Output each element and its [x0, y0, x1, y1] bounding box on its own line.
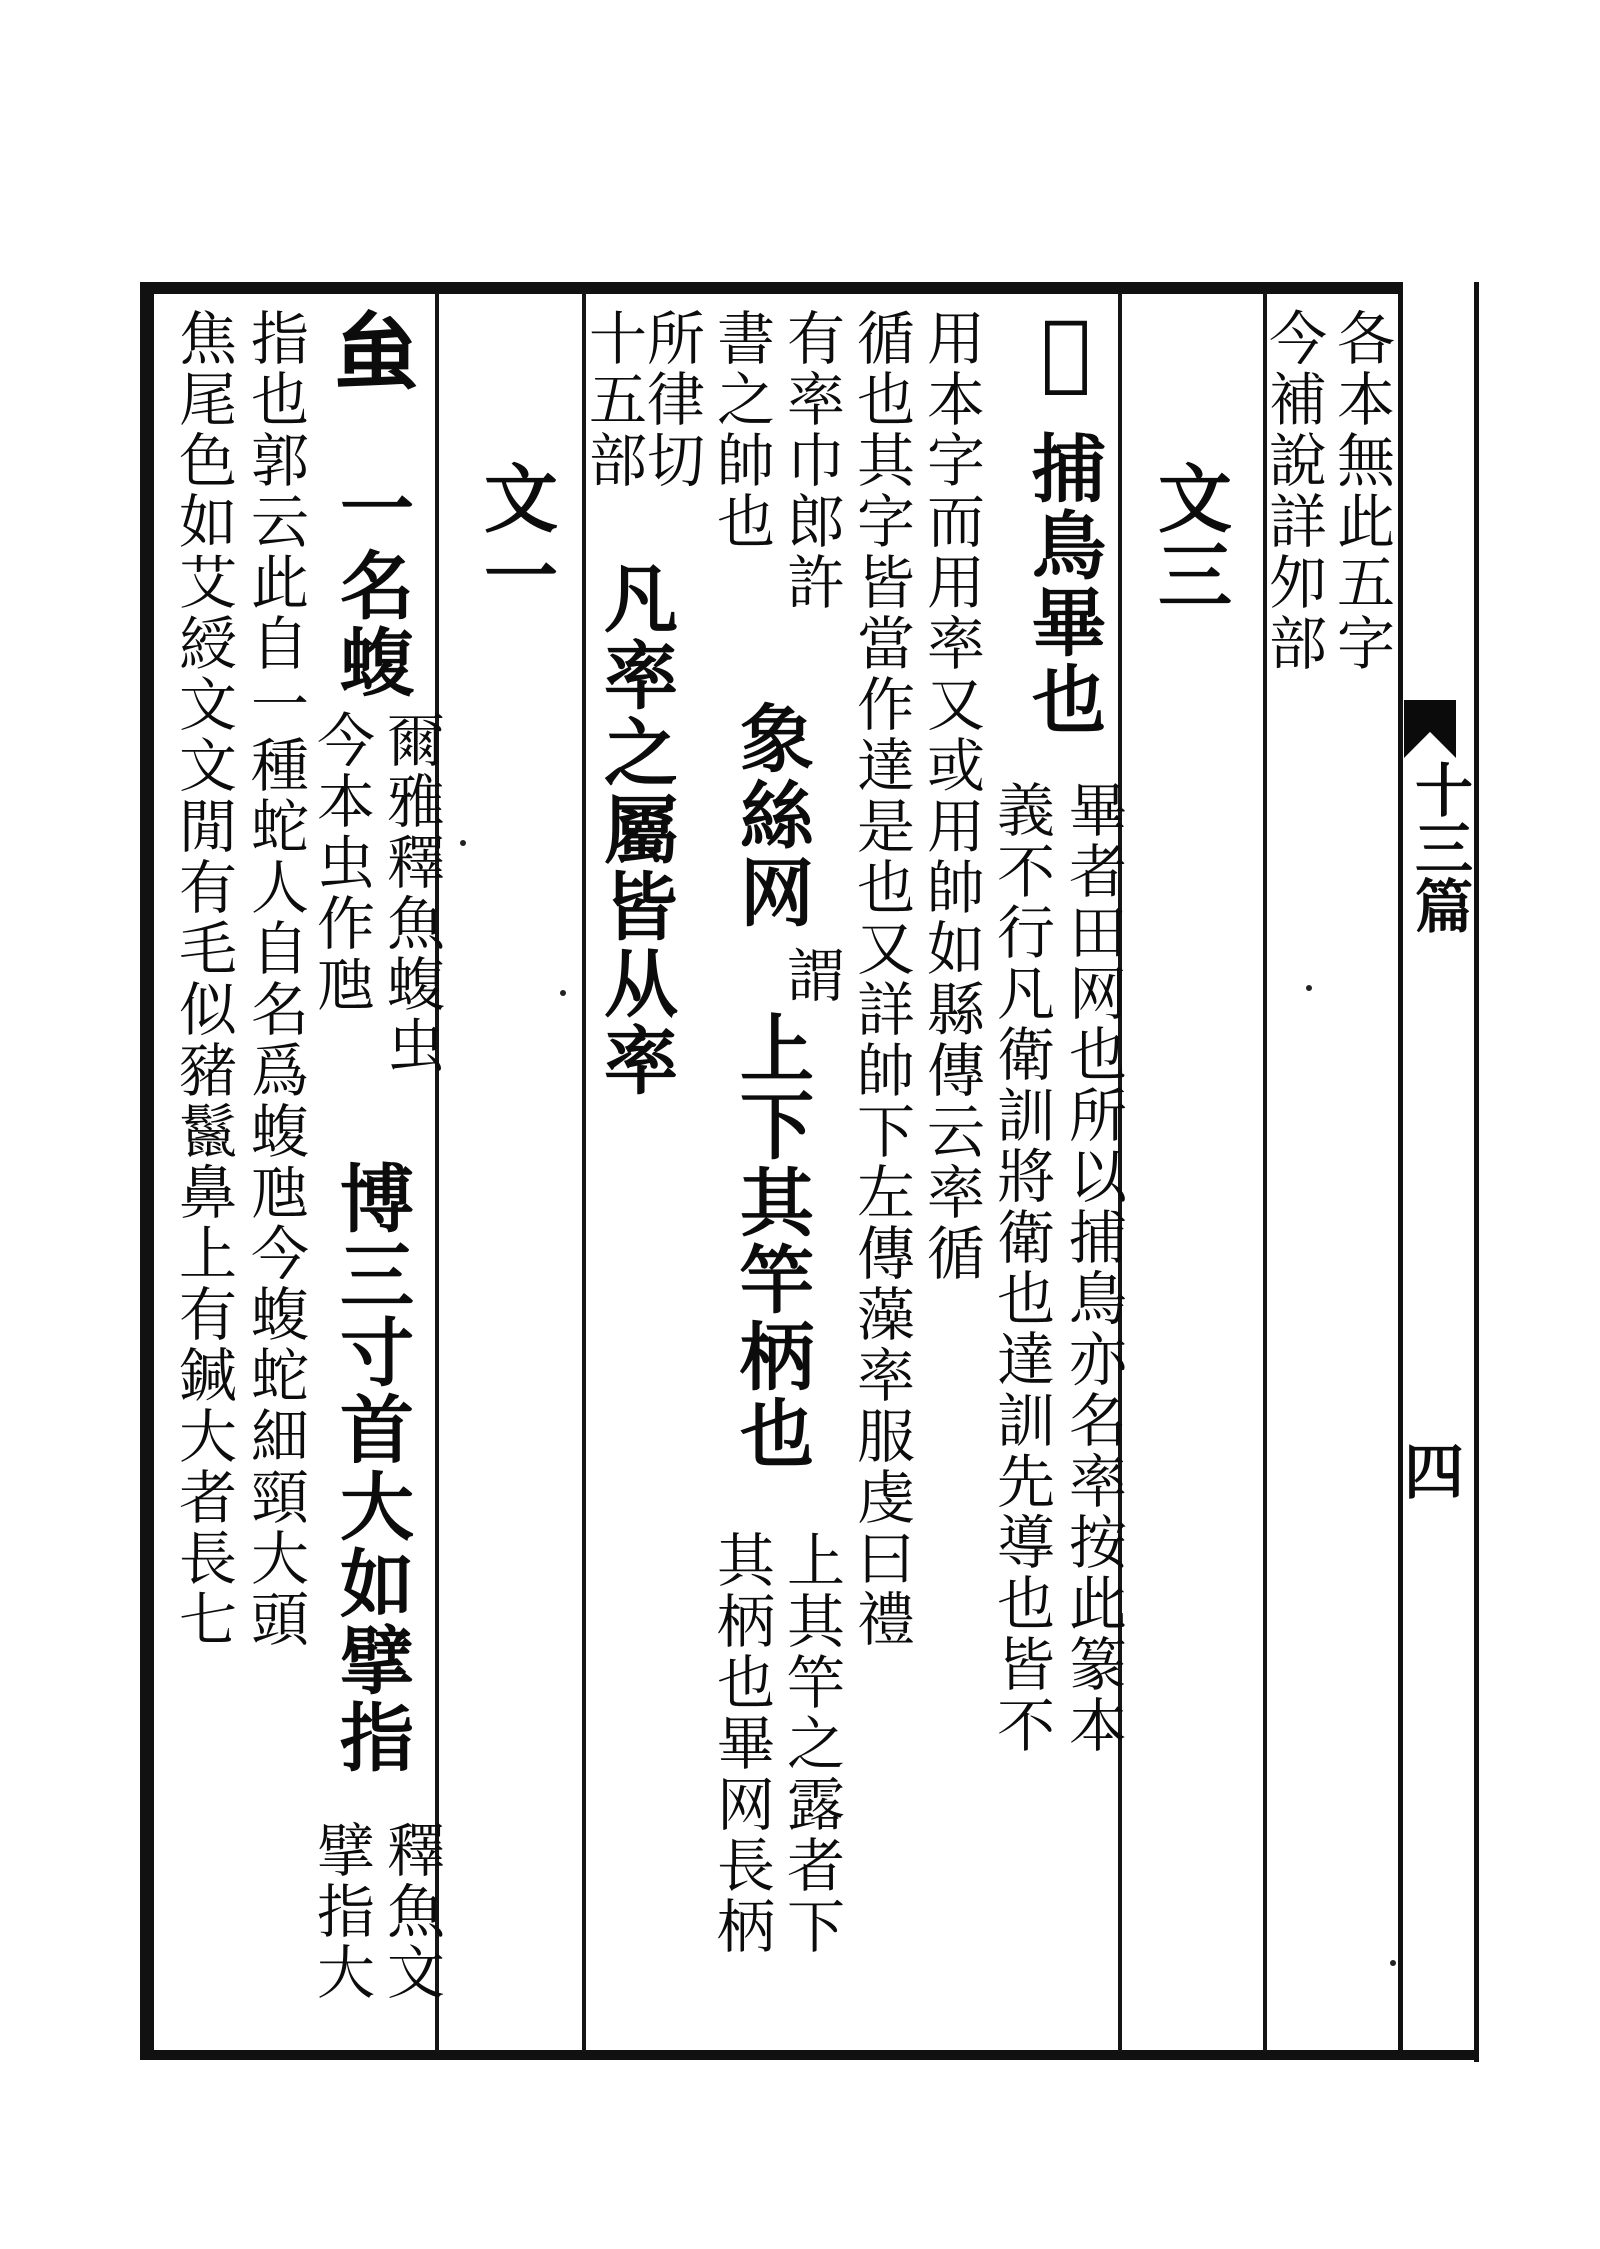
ink-speck	[1306, 985, 1312, 991]
commentary-column: 釋魚文	[377, 1820, 445, 2003]
section-count: 文三	[1146, 460, 1232, 614]
definition-text: 上下其竿柄也	[728, 1010, 814, 1472]
commentary-column: 十五部	[579, 308, 647, 491]
banxin-right-line	[1474, 282, 1479, 2062]
banxin-title: 十三篇	[1405, 760, 1473, 934]
commentary-column: 所律切	[637, 308, 705, 491]
commentary-column: 焦尾色如艾綬文文閒有毛似豬鬣鼻上有鍼大者長七	[169, 308, 237, 1650]
banxin-page-number: 四	[1394, 1440, 1464, 1500]
commentary-column: 指也郭云此自一種蛇人自名爲蝮虺今蝮蛇細頸大頭	[241, 308, 309, 1650]
column-rule	[435, 292, 439, 2052]
ink-speck	[460, 840, 466, 846]
commentary-column: 義不行凡衛訓將衛也達訓先導也皆不	[987, 780, 1055, 1756]
definition-text: 一名蝮	[328, 470, 414, 701]
definition-text: 博三寸首大如擘指	[328, 1160, 414, 1776]
commentary-column: 謂	[777, 945, 845, 1006]
frame-left-border	[140, 282, 154, 2060]
commentary-column: 其柄也畢网長柄	[707, 1530, 775, 1957]
ink-speck	[1390, 1960, 1396, 1966]
commentary-column: 擘指大	[307, 1820, 375, 2003]
commentary-column: 有率巾郎許	[777, 308, 845, 613]
definition-text: 捕鳥畢也	[1020, 430, 1106, 738]
commentary-column: 爾雅釋魚蝮虫	[377, 710, 445, 1076]
commentary-column: 今本虫作虺	[307, 710, 375, 1015]
section-count: 文一	[472, 460, 558, 614]
seal-character: 𧈧	[325, 310, 423, 394]
banxin-left-line	[1398, 282, 1403, 2052]
commentary-column: 循也其字皆當作達是也又詳帥下左傳藻率服虔曰禮	[847, 308, 915, 1650]
commentary-column: 畢者田网也所以捕鳥亦名率按此篆本	[1059, 780, 1127, 1756]
frame-top-border	[140, 282, 1403, 294]
fishtail-mark	[1404, 700, 1456, 758]
column-rule	[582, 292, 586, 2052]
ink-speck	[560, 990, 566, 996]
seal-character: 𤕫	[1017, 302, 1115, 400]
definition-text: 象絲网	[728, 700, 814, 931]
commentary-column: 書之帥也	[707, 308, 775, 552]
commentary-column: 上其竿之露者下	[777, 1530, 845, 1957]
commentary-column: 用本字而用率又或用帥如縣傳云率循	[917, 308, 985, 1284]
note-column: 今補說詳夘部	[1259, 308, 1327, 674]
frame-bottom-border	[140, 2050, 1478, 2060]
definition-text: 凡率之屬皆从率	[592, 560, 678, 1099]
note-column: 各本無此五字	[1327, 308, 1395, 674]
